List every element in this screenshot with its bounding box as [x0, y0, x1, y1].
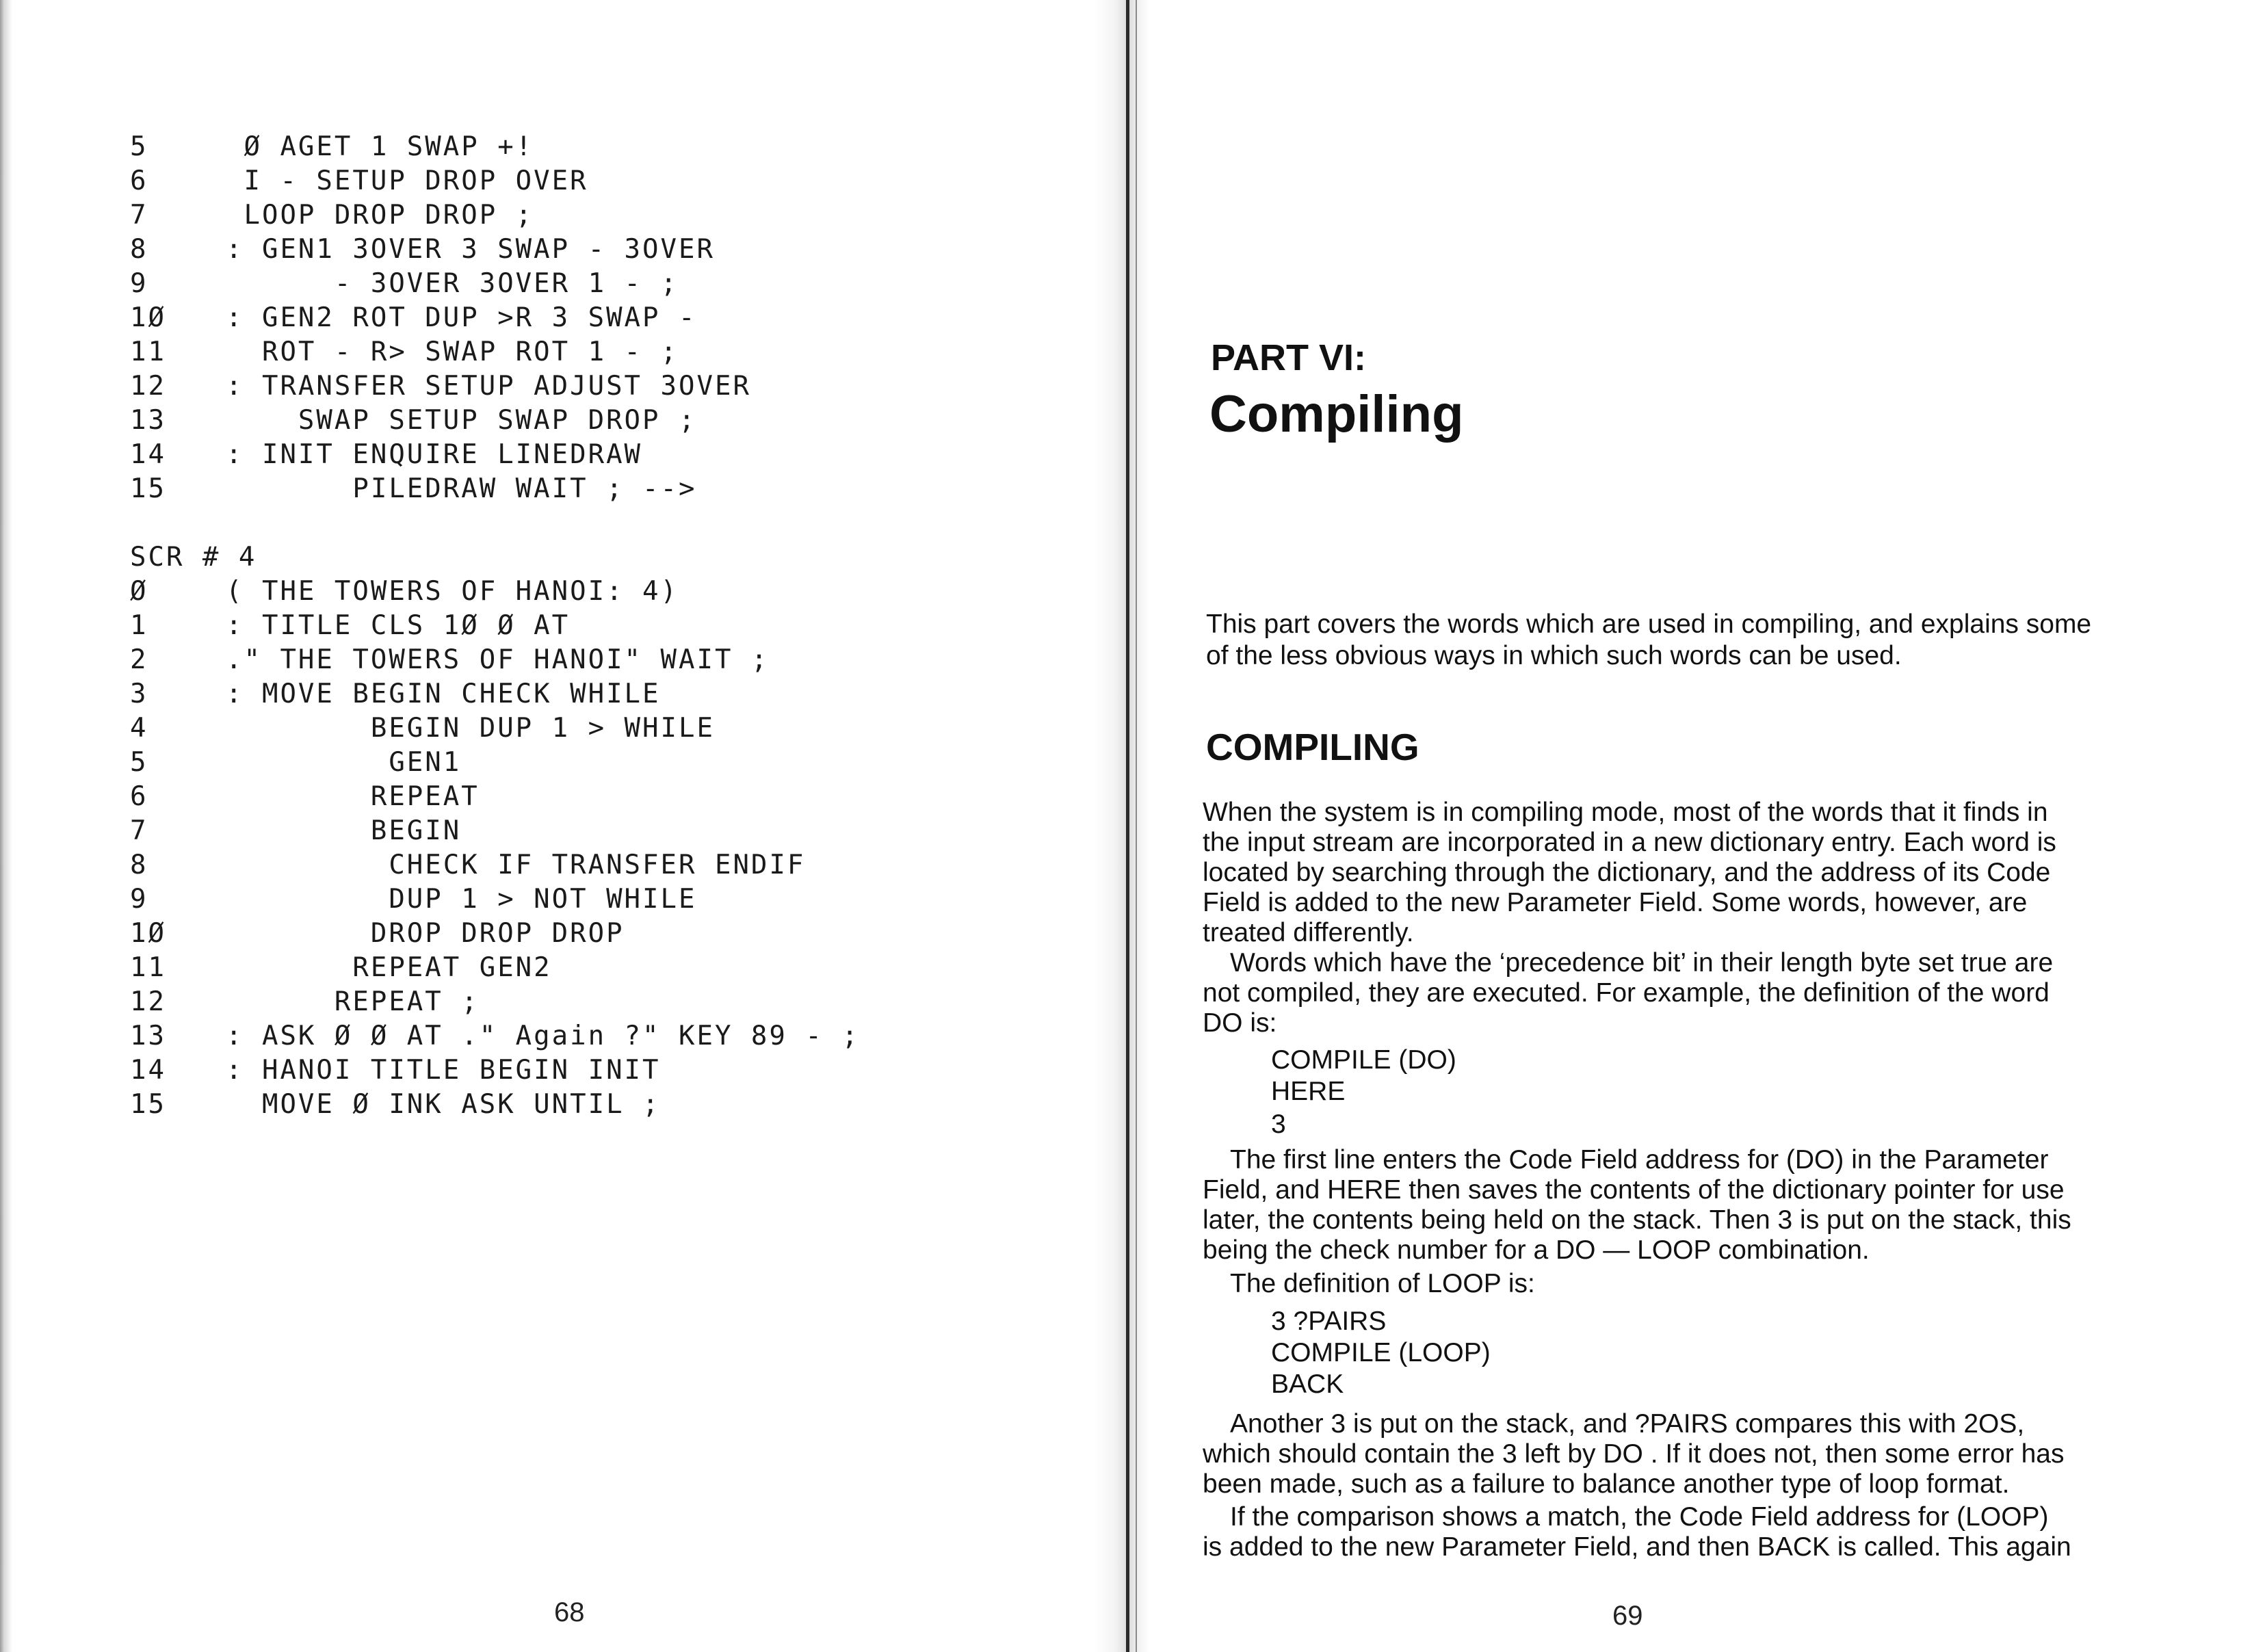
- body-line: which should contain the 3 left by DO . If it does not, then some error has: [1203, 1439, 2065, 1469]
- code-line-text: Ø AGET 1 SWAP +!: [226, 131, 534, 162]
- code-line: [130, 369, 751, 404]
- book-gutter: [1095, 0, 1149, 1652]
- code-line-number: Ø: [130, 576, 148, 607]
- body-line: Words which have the ‘precedence bit’ in their length byte set true are: [1230, 948, 2054, 978]
- code-line-text: CHECK IF TRANSFER ENDIF: [226, 850, 806, 880]
- code-line-text: : GEN2 ROT DUP >R 3 SWAP -: [226, 302, 697, 333]
- code-line-number: 12: [130, 371, 166, 402]
- code-line-number: 1: [130, 610, 148, 641]
- code-line-number: 8: [130, 850, 148, 880]
- code-line-text: SWAP SETUP SWAP DROP ;: [226, 405, 697, 436]
- body-line: not compiled, they are executed. For example, the definition of the word: [1203, 978, 2050, 1008]
- body-line: Field is added to the new Parameter Field. Some words, however, are: [1203, 888, 2028, 917]
- code-line: [130, 438, 642, 472]
- code-line: [130, 814, 461, 848]
- code-line-number: 7: [130, 815, 148, 846]
- body-line: The first line enters the Code Field address for (DO) in the Parameter: [1230, 1145, 2049, 1175]
- code-example-line: COMPILE (LOOP): [1271, 1338, 1491, 1367]
- code-line: [130, 711, 715, 746]
- intro-paragraph: This part covers the words which are used in compiling, and explains some of the less obvious ways in which such words can be used.: [1206, 609, 2092, 670]
- binding-edge: [1126, 0, 1129, 1652]
- code-line: [130, 540, 257, 575]
- code-line-text: BEGIN DUP 1 > WHILE: [226, 713, 715, 744]
- code-line-text: : HANOI TITLE BEGIN INIT: [226, 1055, 661, 1086]
- code-line: [130, 643, 769, 677]
- code-line: [130, 198, 534, 233]
- code-line: [130, 848, 805, 882]
- body-line: Field, and HERE then saves the contents of the dictionary pointer for use: [1203, 1175, 2065, 1205]
- code-line-number: 5: [130, 747, 148, 778]
- code-line: [130, 917, 625, 951]
- body-line: being the check number for a DO — LOOP combination.: [1203, 1235, 1870, 1265]
- code-line-number: 6: [130, 781, 148, 812]
- code-line: [130, 233, 715, 267]
- code-line-number: 3: [130, 679, 148, 709]
- code-line-number: 1Ø: [130, 918, 166, 949]
- code-line-text: I - SETUP DROP OVER: [226, 166, 588, 196]
- body-line: been made, such as a failure to balance another type of loop format.: [1203, 1469, 2010, 1499]
- code-line-text: : ASK Ø Ø AT ." Again ?" KEY 89 - ;: [226, 1021, 860, 1051]
- code-line-number: 8: [130, 234, 148, 265]
- code-line-number: 12: [130, 986, 166, 1017]
- left-page-number: 68: [554, 1597, 585, 1627]
- code-line: [130, 267, 679, 301]
- code-line-text: DUP 1 > NOT WHILE: [226, 884, 697, 915]
- code-line-text: ROT - R> SWAP ROT 1 - ;: [226, 337, 679, 367]
- chapter-title: Compiling: [1209, 385, 1464, 443]
- code-line-text: PILEDRAW WAIT ; -->: [226, 473, 697, 504]
- page-edge-shadow: [0, 0, 12, 1652]
- code-line-number: 5: [130, 131, 148, 162]
- code-line-text: GEN1: [226, 747, 462, 778]
- code-line-number: 2: [130, 644, 148, 675]
- body-line: Another 3 is put on the stack, and ?PAIRS compares this with 2OS,: [1230, 1409, 2025, 1439]
- code-line-text: REPEAT GEN2: [226, 952, 552, 983]
- body-line: the input stream are incorporated in a new dictionary entry. Each word is: [1203, 828, 2056, 857]
- code-line: [130, 335, 679, 369]
- code-line-text: - 3OVER 3OVER 1 - ;: [226, 268, 679, 299]
- code-line: [130, 164, 588, 198]
- code-line-text: : TITLE CLS 1Ø Ø AT: [226, 610, 571, 641]
- code-line-number: 11: [130, 337, 166, 367]
- code-line: [130, 609, 570, 643]
- code-line: [130, 301, 696, 335]
- code-line-number: 7: [130, 200, 148, 231]
- right-page-number: 69: [1612, 1601, 1643, 1631]
- code-line-number: 9: [130, 268, 148, 299]
- left-page: [0, 0, 1122, 1652]
- code-line-text: : MOVE BEGIN CHECK WHILE: [226, 679, 661, 709]
- body-line: When the system is in compiling mode, most of the words that it finds in: [1203, 798, 2048, 827]
- code-example-line: COMPILE (DO): [1271, 1045, 1456, 1075]
- body-line: DO is:: [1203, 1008, 1277, 1038]
- code-line: [130, 506, 226, 540]
- code-line: [130, 1088, 661, 1122]
- code-line-text: : GEN1 3OVER 3 SWAP - 3OVER: [226, 234, 715, 265]
- code-example-line: 3: [1271, 1110, 1286, 1139]
- code-line-text: LOOP DROP DROP ;: [226, 200, 534, 231]
- code-line-number: 11: [130, 952, 166, 983]
- code-line: [130, 404, 696, 438]
- code-example-line: BACK: [1271, 1369, 1344, 1399]
- code-line-number: 1Ø: [130, 302, 166, 333]
- code-line: [130, 472, 696, 506]
- code-line-text: REPEAT: [226, 781, 480, 812]
- code-line: [130, 1019, 860, 1053]
- code-line-text: ( THE TOWERS OF HANOI: 4): [226, 576, 679, 607]
- code-line-number: 14: [130, 439, 166, 470]
- code-line-text: MOVE Ø INK ASK UNTIL ;: [226, 1089, 661, 1120]
- section-heading: COMPILING: [1206, 726, 1419, 768]
- code-line-number: 14: [130, 1055, 166, 1086]
- binding-edge-shadow: [1136, 0, 1137, 1652]
- code-line: [130, 780, 480, 814]
- body-line: The definition of LOOP is:: [1230, 1269, 1535, 1298]
- code-line-number: 13: [130, 1021, 166, 1051]
- code-line-number: 13: [130, 405, 166, 436]
- code-line-number: 15: [130, 1089, 166, 1120]
- code-line-number: 6: [130, 166, 148, 196]
- code-line: [130, 985, 480, 1019]
- code-line-number: 15: [130, 473, 166, 504]
- code-line-text: : TRANSFER SETUP ADJUST 3OVER: [226, 371, 751, 402]
- body-line: If the comparison shows a match, the Code Field address for (LOOP): [1230, 1502, 2049, 1532]
- code-line-text: ." THE TOWERS OF HANOI" WAIT ;: [226, 644, 770, 675]
- body-line: treated differently.: [1203, 918, 1414, 947]
- code-example-line: HERE: [1271, 1077, 1346, 1106]
- code-line: [130, 882, 696, 917]
- code-line-number: SCR # 4: [130, 542, 257, 573]
- code-line-text: REPEAT ;: [226, 986, 480, 1017]
- body-line: later, the contents being held on the stack. Then 3 is put on the stack, this: [1203, 1205, 2071, 1235]
- code-example-line: 3 ?PAIRS: [1271, 1307, 1387, 1336]
- code-line: [130, 746, 461, 780]
- body-line: located by searching through the dictionary, and the address of its Code: [1203, 858, 2051, 887]
- code-line-number: 9: [130, 884, 148, 915]
- part-label: PART VI:: [1211, 337, 1366, 378]
- body-line: is added to the new Parameter Field, and then BACK is called. This again: [1203, 1532, 2071, 1562]
- code-line: [130, 130, 534, 164]
- code-line-text: BEGIN: [226, 815, 462, 846]
- code-line: [130, 575, 679, 609]
- code-line-text: : INIT ENQUIRE LINEDRAW: [226, 439, 643, 470]
- code-line: [130, 951, 552, 985]
- code-line: [130, 677, 661, 711]
- code-line: [130, 1053, 661, 1088]
- code-line-number: 4: [130, 713, 148, 744]
- code-line-text: DROP DROP DROP: [226, 918, 625, 949]
